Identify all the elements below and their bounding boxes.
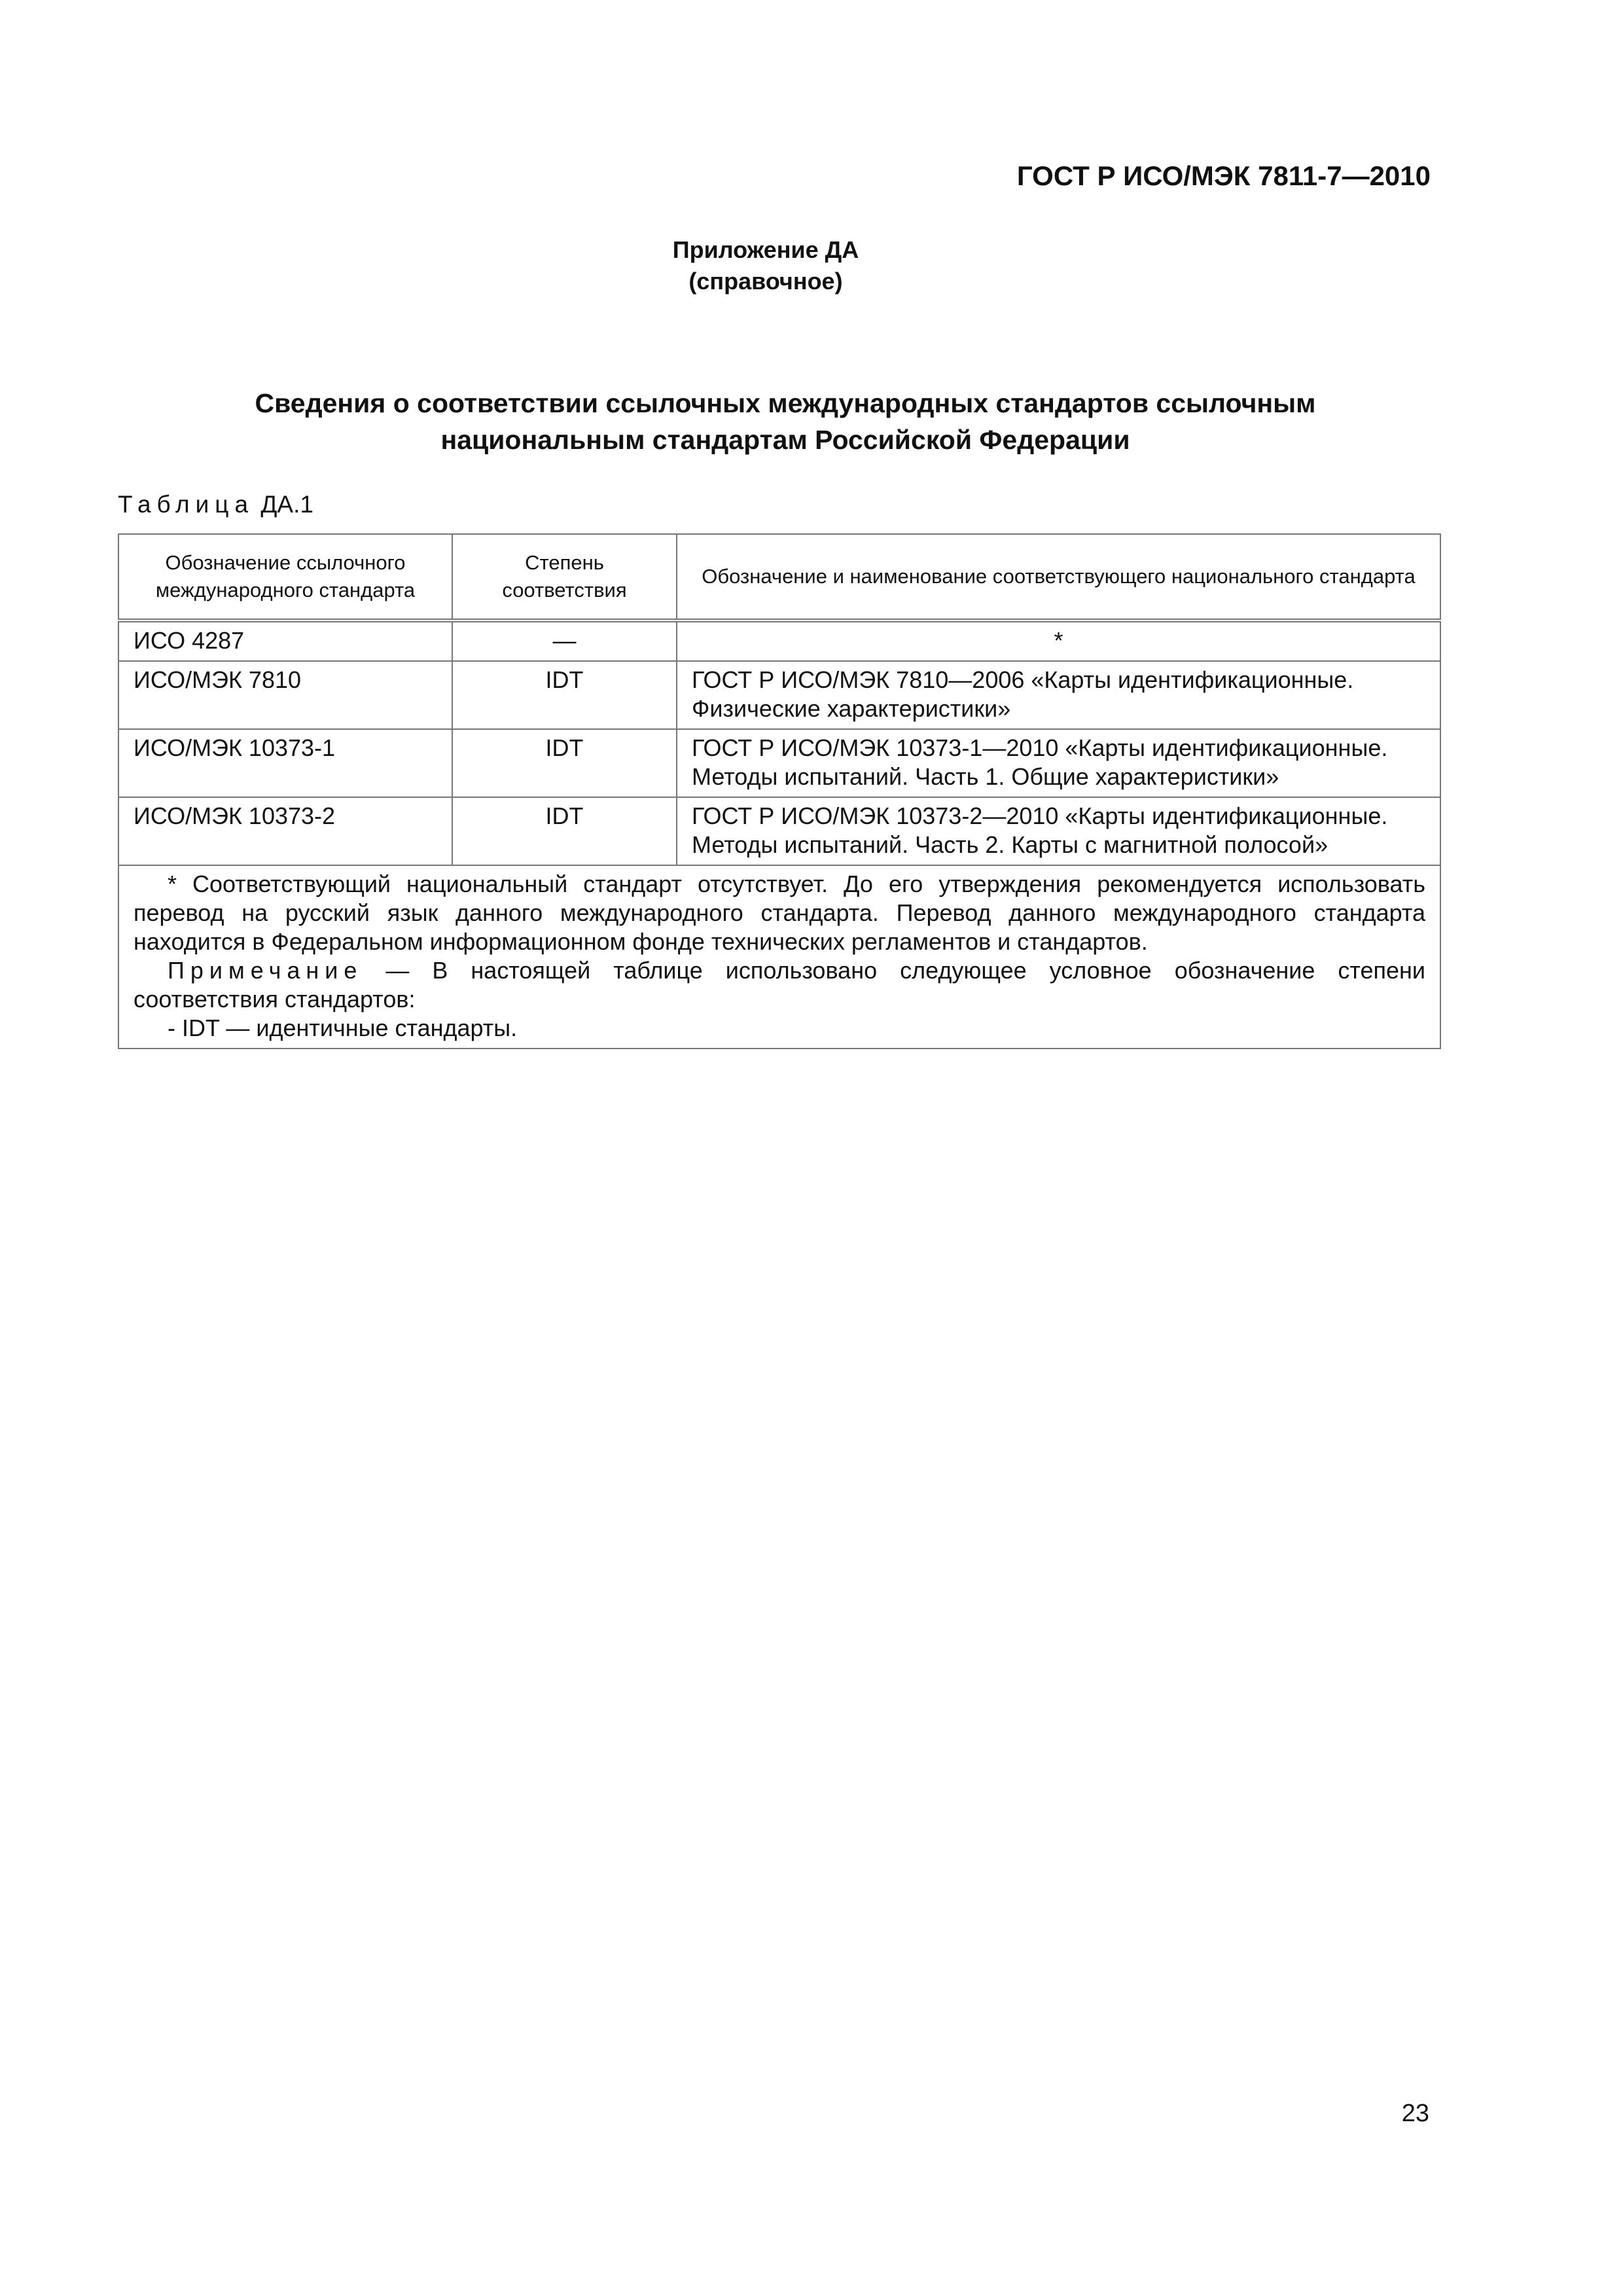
document-code: ГОСТ Р ИСО/МЭК 7811-7—2010: [1016, 160, 1431, 191]
table-row: [118, 620, 1440, 661]
header-ref-standard: Обозначение ссылочного международного стандарта: [118, 534, 452, 620]
page-number: 23: [1401, 2100, 1429, 2127]
note-text: — В настоящей таблице использовано следующее условное обозначение степени соответствия стандартов:: [134, 957, 1425, 1013]
cell-ref-standard: ИСО/МЭК 7810: [118, 661, 452, 729]
cell-ref-standard: ИСО/МЭК 10373-1: [118, 729, 452, 797]
table-row: [118, 661, 1440, 729]
cell-ref-standard: ИСО 4287: [118, 620, 452, 661]
cell-degree: IDT: [452, 661, 677, 729]
correspondence-table: [118, 533, 1441, 1049]
header-national-standard: Обозначение и наименование соответствующего национального стандарта: [677, 534, 1440, 620]
table-caption: [118, 491, 313, 518]
cell-degree: IDT: [452, 729, 677, 797]
table-notes-row: [118, 865, 1440, 1049]
table-row: [118, 797, 1440, 865]
appendix-label: Приложение ДА: [672, 236, 859, 263]
section-title: [118, 385, 1453, 458]
table-footnote: * Соответствующий национальный стандарт отсутствует. До его утверждения рекомендуется использовать перевод на русский язык данного международного стандарта. Перевод данного международного стандарта находится в Федеральном информационном фонде технических регламентов и стандартов.: [134, 870, 1425, 955]
table-caption-word: Таблица: [118, 491, 255, 518]
table-header-row: [118, 534, 1440, 620]
table-notes: [118, 865, 1440, 1049]
note-label: Примечание: [168, 957, 363, 984]
appendix-heading: [0, 234, 1623, 297]
table-caption-number: ДА.1: [260, 491, 313, 518]
cell-degree: —: [452, 620, 677, 661]
cell-national-standard: ГОСТ Р ИСО/МЭК 10373-2—2010 «Карты идентификационные. Методы испытаний. Часть 2. Карты с магнитной полосой»: [677, 797, 1440, 865]
header-degree: Степень соответствия: [452, 534, 677, 620]
note-item: - IDT — идентичные стандарты.: [168, 1014, 518, 1041]
cell-national-standard: ГОСТ Р ИСО/МЭК 7810—2006 «Карты идентификационные. Физические характеристики»: [677, 661, 1440, 729]
title-line-2: национальным стандартам Российской Федерации: [440, 425, 1130, 455]
cell-national-standard: *: [677, 620, 1440, 661]
table-note: [134, 956, 1425, 1014]
appendix-type: (справочное): [688, 268, 843, 295]
table-row: [118, 729, 1440, 797]
title-line-1: Сведения о соответствии ссылочных международных стандартов ссылочным: [255, 388, 1316, 418]
cell-degree: IDT: [452, 797, 677, 865]
cell-national-standard: ГОСТ Р ИСО/МЭК 10373-1—2010 «Карты идентификационные. Методы испытаний. Часть 1. Общие характеристики»: [677, 729, 1440, 797]
cell-ref-standard: ИСО/МЭК 10373-2: [118, 797, 452, 865]
